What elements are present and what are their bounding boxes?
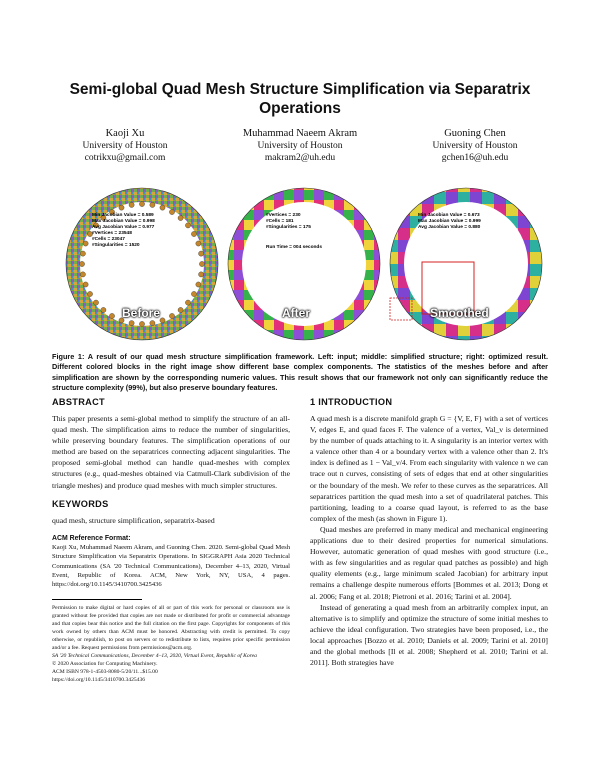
stats-block: Min Jacobian Value = 0.589 Max Jacobian Value = 0.998 Avg Jacobian Value = 0.977 #Vertices = 23548 #Cells = 23047 #Singularities = 1520: [92, 213, 155, 248]
gear-mesh-smoothed-image: [386, 180, 546, 346]
author-affiliation: University of Houston: [82, 141, 168, 151]
gear-tooth: [185, 223, 190, 228]
gear-tooth: [150, 202, 155, 207]
gear-tooth: [191, 231, 196, 236]
gear-mesh-before-image: [62, 180, 222, 346]
gear-tooth: [83, 282, 88, 287]
panel-label: Smoothed: [430, 306, 489, 320]
figure-caption: Figure 1: A result of our quad mesh structure simplification framework. Left: input; middle: simplified structure; right: optimized result. Different colored blocks in the right image show different base complex components. The statistics of the meshes before and after simplification are shown by the corresponding numeric values. This result shows that our framework not only can significantly reduce the structure complexity (99%), but also preserve boundary features.: [52, 352, 548, 393]
author-list: [40, 128, 560, 164]
author-affiliation: University of Houston: [432, 141, 518, 151]
gear-tooth: [93, 300, 98, 305]
isbn-text: ACM ISBN 978-1-4503-8080-5/20/11...$15.00: [52, 669, 158, 676]
figure-1: [62, 180, 548, 352]
right-column: [310, 397, 548, 668]
author-email: gchen16@uh.edu: [441, 153, 509, 163]
gear-tooth: [169, 313, 174, 318]
gear-tooth: [129, 202, 134, 207]
gear-tooth: [150, 321, 155, 326]
left-column: [52, 397, 290, 684]
gear-tooth: [101, 307, 106, 312]
panel-label: Before: [122, 306, 161, 320]
copyright-text: © 2020 Association for Computing Machinery.: [52, 661, 158, 668]
gear-tooth: [185, 300, 190, 305]
author-name: Kaoji Xu: [105, 128, 145, 139]
gear-tooth: [87, 291, 92, 296]
keywords-text: quad mesh, structure simplification, separatrix-based: [52, 515, 215, 525]
introduction-heading: 1 INTRODUCTION: [310, 397, 393, 407]
author-block: [390, 128, 560, 164]
gear-tooth: [139, 201, 144, 206]
author-block: [215, 128, 385, 164]
author-affiliation: University of Houston: [257, 141, 343, 151]
intro-paragraph-3: Instead of generating a quad mesh from an arbitrarily complex input, an alternative is to simplify and optimize the structure of some initial meshes to achieve the ideal configuration. Two strategies have been proposed, i.e., the local approaches [Bozzo et al. 2010; Daniels et al. 2009; Tarini et al. 2010] and the global methods [Il et al. 2008; Shepherd et al. 2010; Tarini et al. 2011]. Both strategies have: [310, 602, 548, 668]
doi-link[interactable]: https://doi.org/10.1145/3410700.3425436: [52, 677, 146, 684]
keywords-heading: KEYWORDS: [52, 498, 109, 509]
intro-paragraph-1: A quad mesh is a discrete manifold graph G = {V, E, F} with a set of vertices V, edges E, and quad faces F. The valence of a vertex, Val_v is determined by the number of quads attaching to it. A singularity is an interior vertex with a valence other than 4 or a boundary vertex with a valence other than 2. It's index is defined as 1 − Val_v/4. From each singularity with valence n we can trace out n curves, consisting of sets of edges that end at other singularities or the boundary of the mesh. We refer to these curves as the separatrices. All separatrices partition the quad mesh into a set of quadrilateral patches. This partitioning, leading to a coarse quad layout, is referred to as the base complex of the mesh (as shown in Figure 1).: [310, 414, 548, 523]
gear-tooth: [196, 282, 201, 287]
gear-tooth: [178, 215, 183, 220]
abstract-text: This paper presents a semi-global method to simplify the structure of an all-quad mesh. The simplification aims to reduce the number of singularities, while preserving boundary features. The simplification operations of our method are based on the separatrices connecting adjacent singularities. The proposed semi-global method can handle quad-meshes with complex structures (e.g., quad-meshes obtained via Catmull-Clark subdivision of the triangle meshes) and produce quad meshes with much simpler structures.: [52, 414, 290, 490]
gear-mesh-after-image: [224, 180, 384, 346]
gear-tooth: [160, 318, 165, 323]
gear-tooth: [83, 241, 88, 246]
author-block: [40, 128, 210, 164]
gear-tooth: [199, 261, 204, 266]
footnote-divider: [52, 599, 142, 600]
gear-tooth: [199, 272, 204, 277]
gear-tooth: [129, 321, 134, 326]
gear-tooth: [160, 205, 165, 210]
gear-tooth: [139, 321, 144, 326]
stats-block: #Vertices = 230 #Cells = 181 #Singularities = 175 Run Time = 004 seconds: [266, 213, 323, 250]
gear-tooth: [80, 251, 85, 256]
abstract-heading: ABSTRACT: [52, 397, 105, 407]
intro-paragraph-2: Quad meshes are preferred in many medical and mechanical engineering applications due to their desired properties for numerical simulations. However, automatic generation of quad meshes with good structure (i.e., with as few singularities and as regular quad patches as possible) and high quality elements (e.g., large minimum scaled Jacobian) for arbitrary input remains a challenge despite numerous efforts [Bommes et al. 2013; Dong et al. 2006; Fang et al. 2018; Pietroni et al. 2016; Tarini et al. 2004].: [310, 524, 548, 601]
gear-tooth: [191, 291, 196, 296]
gear-tooth: [169, 209, 174, 214]
gear-tooth: [80, 272, 85, 277]
stats-block: Min Jacobian Value = 0.673 Max Jacobian Value = 0.999 Avg Jacobian Value = 0.880: [418, 213, 481, 230]
gear-tooth: [109, 313, 114, 318]
author-name: Muhammad Naeem Akram: [242, 128, 358, 139]
figure-panel-after: [224, 180, 384, 346]
gear-tooth: [79, 261, 84, 266]
gear-tooth: [196, 241, 201, 246]
acm-reference-heading: ACM Reference Format:: [52, 534, 131, 542]
gear-tooth: [178, 307, 183, 312]
paper-title: Semi-global Quad Mesh Structure Simplification via Separatrix Operations: [69, 81, 531, 117]
venue-text: SA '20 Technical Communications, December 4–13, 2020, Virtual Event, Republic of Korea: [52, 653, 257, 660]
permission-text: Permission to make digital or hard copies of all or part of this work for personal or classroom use is granted without fee provided that copies are not made or distributed for profit or commercial advantage and that copies bear this notice and the full citation on the first page. Copyrights for components of this work owned by others than ACM must be honored. Abstracting with credit is permitted. To copy otherwise, or republish, to post on servers or to redistribute to lists, requires prior specific permission and/or a fee. Request permissions from permissions@acm.org.: [52, 605, 290, 652]
author-email: cotrikxu@gmail.com: [84, 153, 166, 163]
author-email: makram2@uh.edu: [264, 153, 336, 163]
panel-label: After: [282, 306, 311, 320]
acm-reference-text: Kaoji Xu, Muhammad Naeem Akram, and Guoning Chen. 2020. Semi-global Quad Mesh Structure Simplification via Separatrix Operations. In SIGGRAPH Asia 2020 Technical Communications (SA '20 Technical Communications), December 4–13, 2020, Virtual Event, Republic of Korea. ACM, New York, NY, USA, 4 pages. https://doi.org/10.1145/3410700.3425436: [52, 544, 290, 588]
figure-panel-before: [62, 180, 222, 346]
gear-tooth: [199, 251, 204, 256]
gear-tooth: [119, 205, 124, 210]
figure-panel-smoothed: [386, 180, 546, 346]
author-name: Guoning Chen: [444, 128, 506, 139]
